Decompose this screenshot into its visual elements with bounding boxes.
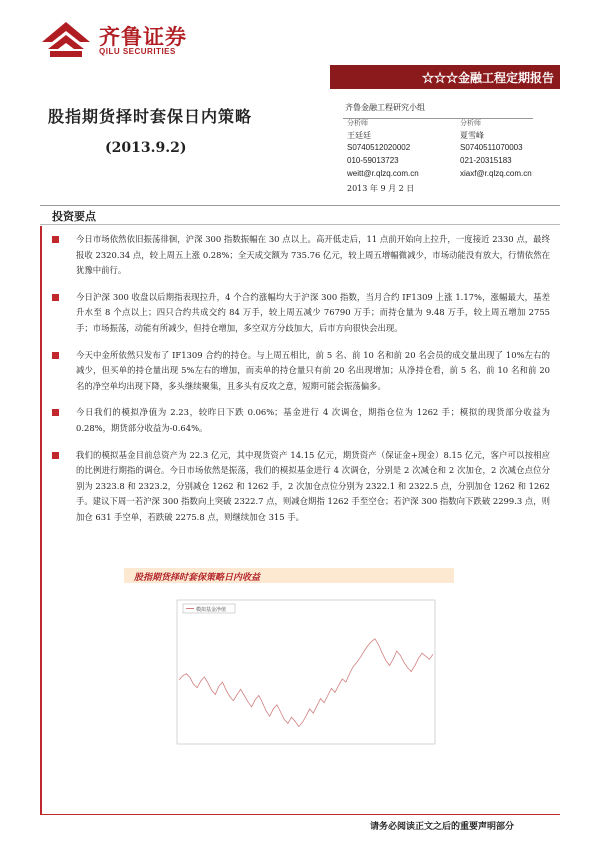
analyst-name: 夏雪峰: [460, 130, 484, 140]
key-points-list: [52, 232, 550, 537]
list-item: [52, 348, 550, 395]
analyst-cert: S0740511070003: [460, 143, 523, 153]
research-group: 齐鲁金融工程研究小组: [345, 103, 425, 112]
bullet-square-icon: [52, 452, 59, 459]
series-line: [179, 639, 433, 727]
list-item-text: 今日沪深 300 收盘以后期指表现拉升，4 个合约涨幅均大于沪深 300 指数，当月合约 IF1309 上涨 1.17%，涨幅最大，基差升水至 8 个点以上；四只合约共成交约 84 万手，较上周五减少 76790 万手；而持仓量为 9.48 万手，较上周五增加 2755 手；市场振荡，动能有所减少，但持仓增加，多空双方分歧加大，后市方向很快会出现。: [76, 291, 550, 333]
footer-divider: [40, 814, 560, 815]
bullet-square-icon: [52, 294, 59, 301]
analyst-label: 分析师: [460, 119, 481, 127]
list-item-text: 今日市场依然依旧振荡徘徊，沪深 300 指数振幅在 30 点以上。高开低走后，11 点前开始向上拉升，一度接近 2330 点，最终报收 2320.34 点，较上周五上涨 0.28%；全天成交额为 735.76 亿元，较上周五增幅微减少，市场动能没有放大，行情依然在犹豫中前行。: [76, 234, 550, 276]
disclaimer-notice: 请务必阅读正文之后的重要声明部分: [370, 822, 515, 832]
bullet-square-icon: [52, 409, 59, 416]
section-title: 投资要点: [52, 210, 96, 223]
analyst-email[interactable]: xiaxf@r.qlzq.com.cn: [460, 168, 532, 178]
plot-frame: [177, 600, 435, 744]
list-item-text: 今天中金所依然只发布了 IF1309 合约的持仓。与上周五相比，前 5 名、前 10 名和前 20 名会员的成交量出现了 10%左右的减少，但买单的持仓量出现 5%左右的增加，而卖单的持仓量只有前 20 名出现增加；从净持仓看，前 5 名、前 10 名和前 20 名的净空单均出现下降，多头继续聚集，且多头有反攻之意，短期可能会振荡偏多。: [76, 349, 550, 391]
left-accent-bar: [40, 226, 42, 814]
analyst-name: 王廷廷: [347, 130, 371, 140]
list-item: [52, 448, 550, 526]
report-date: 2013 年 9 月 2 日: [347, 184, 415, 193]
bullet-square-icon: [52, 236, 59, 243]
list-item: [52, 290, 550, 337]
qilu-logo-icon: [40, 20, 92, 60]
analyst-phone: 010-59013723: [347, 156, 399, 166]
analyst-cert: S0740512020002: [347, 143, 411, 153]
report-type-label: ☆☆☆金融工程定期报告: [421, 71, 554, 85]
list-item-text: 今日我们的模拟净值为 2.23，较昨日下跌 0.06%；基金进行 4 次调仓，期指仓位为 1262 手；模拟的现货部分收益为 0.28%，期货部分收益为-0.64%。: [76, 407, 550, 433]
brand-name-en: QILU SECURITIES: [99, 47, 176, 56]
chart-caption: 股指期货择时套保策略日内收益: [134, 573, 261, 583]
report-title: 股指期货择时套保日内策略: [48, 107, 253, 126]
list-item: [52, 405, 550, 436]
nav-line-chart: [165, 592, 447, 757]
bullet-square-icon: [52, 352, 59, 359]
legend-label: 模拟基金净值: [196, 607, 227, 613]
analyst-phone: 021-20315183: [460, 156, 512, 166]
analyst-email[interactable]: weitt@r.qlzq.com.cn: [347, 168, 419, 178]
chart-legend: [183, 604, 235, 613]
analyst-card: [347, 117, 419, 181]
list-item: [52, 232, 550, 279]
divider: [40, 224, 560, 225]
list-item-text: 我们的模拟基金目前总资产为 22.3 亿元，其中现货资产 14.15 亿元，期货资产（保证金+现金）8.15 亿元，客户可以按相应的比例进行期指的调仓。今日市场依然是振荡，我们的模拟基金进行 4 次调仓，分别是 2 次减仓和 2 次加仓，2 次减仓点位分别为 2323.8 和 2323.2，分别减仓 1262 和 1262 手，2 次加仓点位分别为 2322.1 和 2322.5 点，分别加仓 1262 和 1262 手。建议下周一若沪深 300 指数向上突破 2322.7 点，则减仓期指 1262 手至空仓；若沪深 300 指数向下跌破 2299.3 点，则加仓 631 手空单，若跌破 2275.8 点，则继续加仓 315 手。: [76, 449, 550, 522]
brand-name-cn: 齐鲁证券: [99, 25, 187, 49]
divider: [40, 205, 560, 206]
analyst-card: [460, 117, 532, 181]
analyst-label: 分析师: [347, 119, 368, 127]
report-date-paren: (2013.9.2): [105, 140, 187, 156]
